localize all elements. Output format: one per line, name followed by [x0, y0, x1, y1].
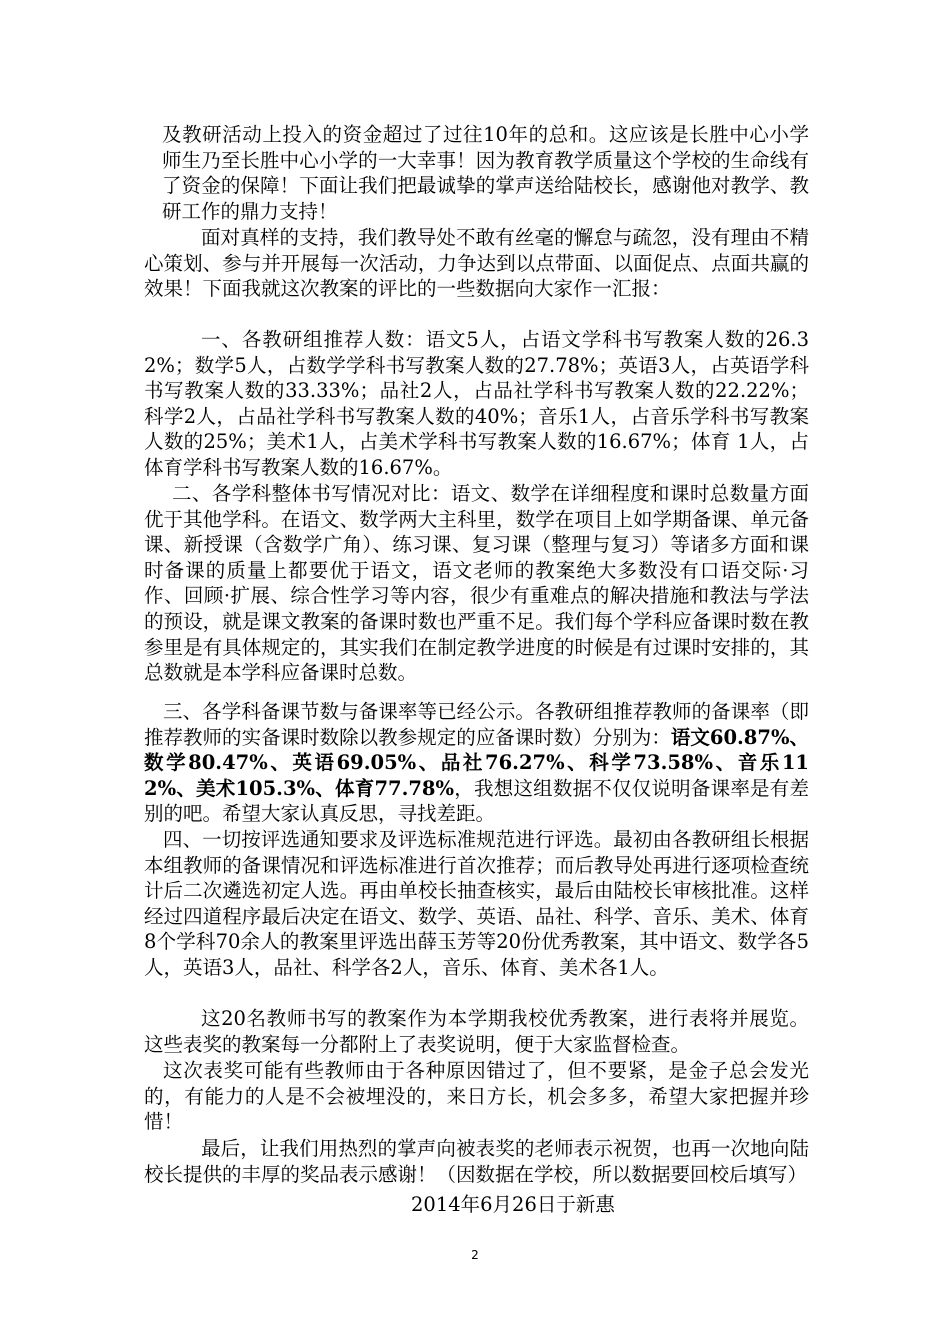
paragraph-exhibition: 这20名教师书写的教案作为本学期我校优秀教案，进行表将并展览。这些表奖的教案每一分都附上了表奖说明，便于大家监督检查。 — [144, 1007, 809, 1056]
page-number: 2 — [471, 1248, 479, 1262]
paragraph-recommend-counts: 一、各教研组推荐人数：语文5人，占语文学科书写教案人数的26.32%；数学5人，占数学学科书写教案人数的27.78%；英语3人，占英语学科书写教案人数的33.33%；品社2人，占品社学科书写教案人数的22.22%；科学2人，占品社学科书写教案人数的40%；音乐1人，占音乐学科书写教案人数的25%；美术1人，占美术学科书写教案人数的16.67%；体育 1人，占体育学科书写教案人数的16.67%。 — [144, 328, 809, 479]
paragraph-writing-comparison: 二、各学科整体书写情况对比：语文、数学在详细程度和课时总数量方面优于其他学科。在语文、数学两大主科里，数学在项目上如学期备课、单元备课、新授课（含数学广角）、练习课、复习课（整理与复习）等诸多方面和课时备课的质量上都要优于语文，语文老师的教案绝大多数没有口语交际·习作、回顾·扩展、综合性学习等内容，很少有重难点的解决措施和教法与学法的预设，就是课文教案的备课时数也严重不足。我们每个学科应备课时数在教参里是有具体规定的，其实我们在制定教学进度的时候是有过课时安排的，其总数就是本学科应备课时总数。 — [144, 482, 809, 685]
document-date: 2014年6月26日于新惠 — [411, 1193, 615, 1216]
paragraph-encouragement: 这次表奖可能有些教师由于各种原因错过了，但不要紧，是金子总会发光的，有能力的人是不会被埋没的，来日方长，机会多多，希望大家把握并珍惜！ — [144, 1059, 809, 1134]
paragraph-support: 面对真样的支持，我们教导处不敢有丝毫的懈怠与疏忽，没有理由不精心策划、参与并开展每一次活动，力争达到以点带面、以面促点、点面共赢的效果！下面我就这次教案的评比的一些数据向大家作一汇报： — [144, 226, 809, 301]
rate-figures: 语文60.87%、数学80.47%、英语69.05%、品社76.27%、科学73.58%、音乐112%、美术105.3%、体育77.78% — [144, 725, 809, 800]
paragraph-closing: 最后，让我们用热烈的掌声向被表奖的老师表示祝贺，也再一次地向陆校长提供的丰厚的奖品表示感谢！（因数据在学校，所以数据要回校后填写） — [144, 1137, 809, 1186]
paragraph-preparation-rate — [144, 699, 809, 827]
paragraph-selection-process: 四、一切按评选通知要求及评选标准规范进行评选。最初由各教研组长根据本组教师的备课情况和评选标准进行首次推荐；而后教导处再进行逐项检查统计后二次遴选初定人选。再由单校长抽查核实，最后由陆校长审核批准。这样经过四道程序最后决定在语文、数学、英语、品社、科学、音乐、美术、体育8个学科70余人的教案里评选出薛玉芳等20份优秀教案，其中语文、数学各5人，英语3人，品社、科学各2人，音乐、体育、美术各1人。 — [144, 828, 809, 979]
rate-intro: 三、各学科备课节数与备课率等已经公示。各教研组推荐教师的备课率（即推荐教师的实备课时数除以教参规定的应备课时数）分别为： — [144, 700, 809, 749]
rate-conclusion: ，我想这组数据不仅仅说明备课率是有差别的吧。希望大家认真反思，寻找差距。 — [144, 776, 809, 826]
paragraph-funding: 及教研活动上投入的资金超过了过往10年的总和。这应该是长胜中心小学师生乃至长胜中心小学的一大幸事！因为教育教学质量这个学校的生命线有了资金的保障！下面让我们把最诚挚的掌声送给陆校长，感谢他对教学、教研工作的鼎力支持！ — [162, 123, 809, 223]
